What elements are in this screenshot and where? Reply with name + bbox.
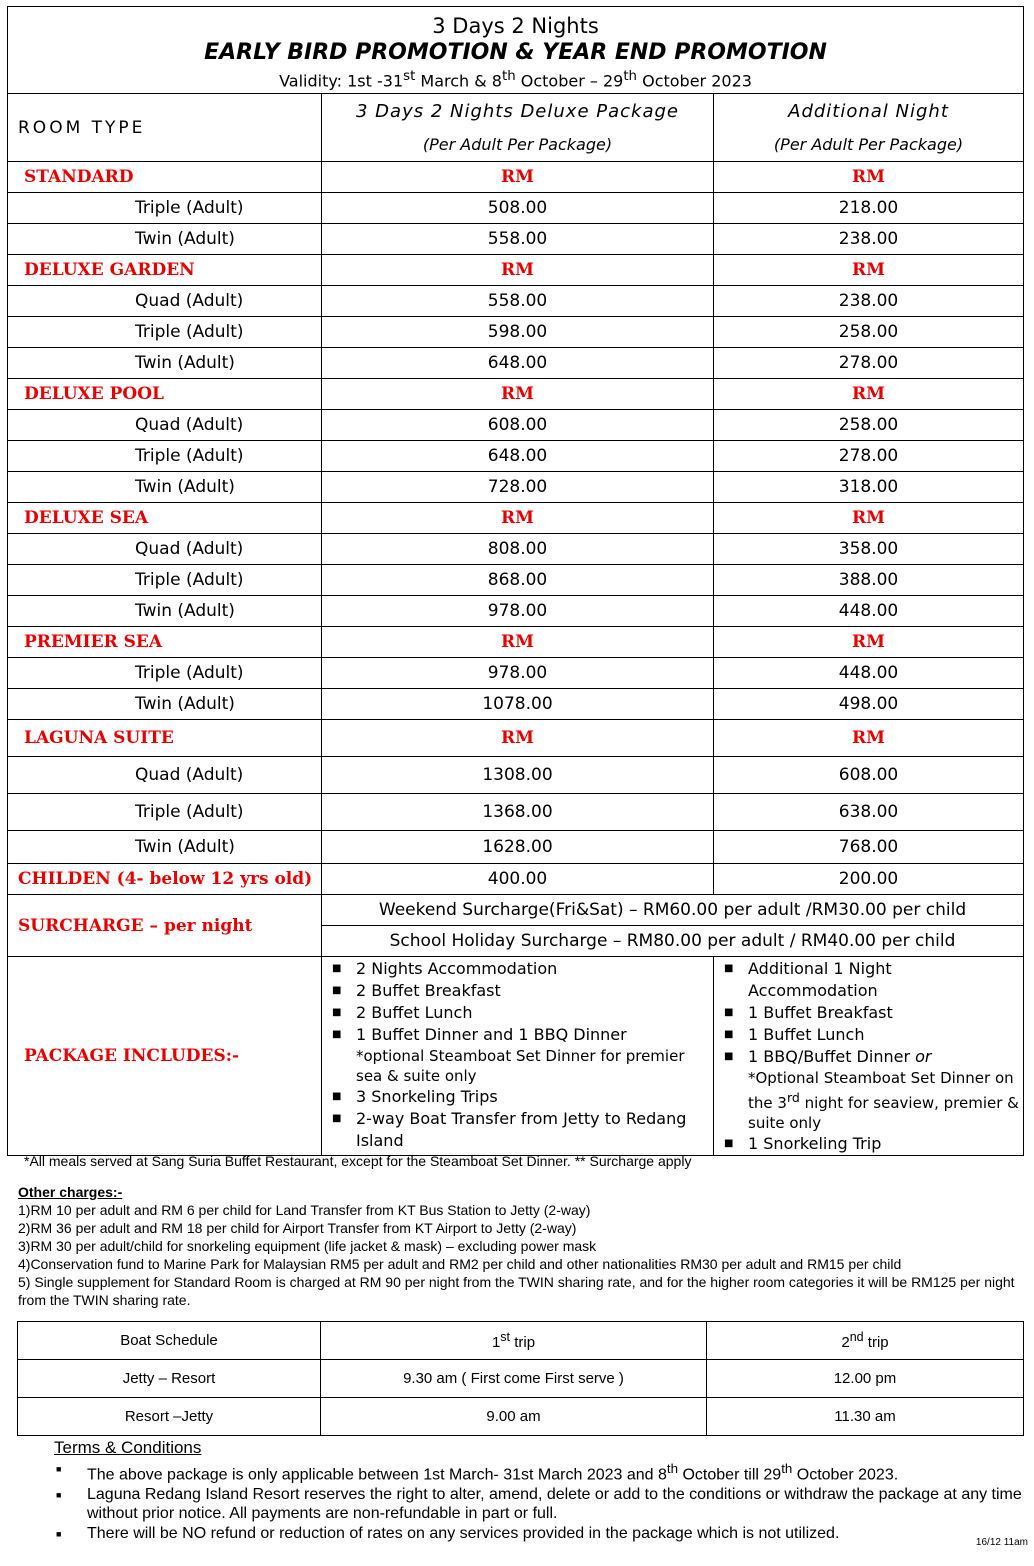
category-row xyxy=(8,627,1024,658)
package-header xyxy=(322,94,714,162)
trip2-time: 11.30 am xyxy=(707,1398,1024,1436)
other-charge-item: 5) Single supplement for Standard Room is charged at RM 90 per night from the TWIN sharing rate, and for the higher room categories it will be RM125 per night from the TWIN sharing rate. xyxy=(18,1274,1015,1308)
trip1-time: 9.30 am ( First come First serve ) xyxy=(321,1360,707,1398)
include-item: ■ 2 Nights Accommodation xyxy=(322,958,713,980)
additional-price: 318.00 xyxy=(714,472,1024,503)
additional-price: 238.00 xyxy=(714,286,1024,317)
occupancy-label: Twin (Adult) xyxy=(8,348,322,379)
occupancy-label: Quad (Adult) xyxy=(8,410,322,441)
additional-price: 498.00 xyxy=(714,689,1024,720)
package-price: 558.00 xyxy=(322,286,714,317)
surcharge-row xyxy=(8,895,1024,926)
category-row xyxy=(8,162,1024,193)
occupancy-label: Twin (Adult) xyxy=(8,224,322,255)
additional-price: 638.00 xyxy=(714,794,1024,831)
rate-row xyxy=(8,658,1024,689)
rate-table xyxy=(7,6,1024,1156)
occupancy-label: Triple (Adult) xyxy=(8,441,322,472)
children-label: CHILDEN (4- below 12 yrs old) xyxy=(8,864,322,895)
title-line: 3 Days 2 Nights xyxy=(432,13,599,38)
terms-item: ■ Laguna Redang Island Resort reserves the right to alter, amend, delete or add to the conditions or withdraw the package at any time without prior notice. All payments are non-refundable in part or full. xyxy=(0,1485,1029,1524)
package-price: 1368.00 xyxy=(322,794,714,831)
rate-row xyxy=(8,348,1024,379)
occupancy-label: Triple (Adult) xyxy=(8,794,322,831)
terms-item: ■ There will be NO refund or reduction of rates on any services provided in the package which is not utilized. xyxy=(0,1524,1029,1544)
currency-label: RM xyxy=(322,162,714,193)
include-item: ■ 1 Snorkeling Trip xyxy=(714,1133,1023,1155)
children-package-price: 400.00 xyxy=(322,864,714,895)
other-charge-item: 3)RM 30 per adult/child for snorkeling equipment (life jacket & mask) – excluding power mask xyxy=(18,1238,597,1254)
timestamp: 16/12 11am xyxy=(975,1537,1028,1548)
category-name: PREMIER SEA xyxy=(8,627,322,658)
additional-price: 358.00 xyxy=(714,534,1024,565)
category-name: DELUXE POOL xyxy=(8,379,322,410)
currency-label: RM xyxy=(322,627,714,658)
additional-price: 238.00 xyxy=(714,224,1024,255)
package-price: 608.00 xyxy=(322,410,714,441)
additional-price: 218.00 xyxy=(714,193,1024,224)
includes-label: PACKAGE INCLUDES:- xyxy=(8,957,322,1156)
trip2-time: 12.00 pm xyxy=(707,1360,1024,1398)
currency-label: RM xyxy=(714,162,1024,193)
category-row xyxy=(8,255,1024,286)
rate-row xyxy=(8,193,1024,224)
children-row xyxy=(8,864,1024,895)
occupancy-label: Twin (Adult) xyxy=(8,472,322,503)
category-name: DELUXE SEA xyxy=(8,503,322,534)
children-additional-price: 200.00 xyxy=(714,864,1024,895)
surcharge-label: SURCHARGE – per night xyxy=(8,895,322,957)
rate-row xyxy=(8,410,1024,441)
category-row xyxy=(8,379,1024,410)
package-price: 508.00 xyxy=(322,193,714,224)
other-charge-item: 2)RM 36 per adult and RM 18 per child for Airport Transfer from KT Airport to Jetty (2-way) xyxy=(18,1220,577,1236)
title-block xyxy=(8,7,1024,94)
room-type-header: ROOM TYPE xyxy=(8,94,322,162)
meals-footnote: *All meals served at Sang Suria Buffet Restaurant, except for the Steamboat Set Dinner. ** Surcharge apply xyxy=(24,1153,692,1169)
rate-row xyxy=(8,317,1024,348)
currency-label: RM xyxy=(322,255,714,286)
occupancy-label: Quad (Adult) xyxy=(8,286,322,317)
additional-price: 258.00 xyxy=(714,410,1024,441)
include-item: ■ 2 Buffet Breakfast xyxy=(322,980,713,1002)
additional-price: 278.00 xyxy=(714,441,1024,472)
other-charge-item: 1)RM 10 per adult and RM 6 per child for Land Transfer from KT Bus Station to Jetty (2-way) xyxy=(18,1202,591,1218)
rate-row xyxy=(8,596,1024,627)
occupancy-label: Quad (Adult) xyxy=(8,534,322,565)
other-charges-title: Other charges:- xyxy=(18,1184,123,1200)
other-charge-item: 4)Conservation fund to Marine Park for Malaysian RM5 per adult and RM2 per child and other nationalities RM30 per adult and RM15 per child xyxy=(18,1256,902,1272)
additional-includes xyxy=(714,957,1024,1156)
promo-title: EARLY BIRD PROMOTION & YEAR END PROMOTION xyxy=(204,39,827,65)
additional-price: 448.00 xyxy=(714,596,1024,627)
category-name: DELUXE GARDEN xyxy=(8,255,322,286)
additional-price: 258.00 xyxy=(714,317,1024,348)
include-item: *Optional Steamboat Set Dinner on the 3rd night for seaview, premier & suite only xyxy=(748,1069,1019,1132)
include-item: ■ 3 Snorkeling Trips xyxy=(322,1086,713,1108)
additional-price: 608.00 xyxy=(714,757,1024,794)
occupancy-label: Triple (Adult) xyxy=(8,193,322,224)
include-item: ■ Additional 1 Night Accommodation xyxy=(714,958,1023,1002)
occupancy-label: Triple (Adult) xyxy=(8,658,322,689)
rate-row xyxy=(8,441,1024,472)
package-price: 1628.00 xyxy=(322,831,714,864)
rate-row xyxy=(8,472,1024,503)
additional-price: 448.00 xyxy=(714,658,1024,689)
package-price: 808.00 xyxy=(322,534,714,565)
occupancy-label: Twin (Adult) xyxy=(8,596,322,627)
currency-label: RM xyxy=(714,720,1024,757)
package-header-title: 3 Days 2 Nights Deluxe Package xyxy=(356,100,679,122)
include-item: *optional Steamboat Set Dinner for premier sea & suite only xyxy=(356,1047,685,1085)
package-price: 648.00 xyxy=(322,348,714,379)
additional-price: 388.00 xyxy=(714,565,1024,596)
validity: Validity: 1st -31st March & 8th October – 29th October 2023 xyxy=(279,68,752,91)
rate-row xyxy=(8,689,1024,720)
rate-row xyxy=(8,224,1024,255)
category-name: LAGUNA SUITE xyxy=(8,720,322,757)
package-price: 728.00 xyxy=(322,472,714,503)
includes-row xyxy=(8,957,1024,1156)
occupancy-label: Twin (Adult) xyxy=(8,831,322,864)
package-price: 868.00 xyxy=(322,565,714,596)
currency-label: RM xyxy=(322,379,714,410)
include-item: ■ 1 BBQ/Buffet Dinner or xyxy=(714,1046,1023,1068)
include-item: ■ 2-way Boat Transfer from Jetty to Redang Island xyxy=(322,1108,713,1152)
currency-label: RM xyxy=(714,503,1024,534)
currency-label: RM xyxy=(714,255,1024,286)
trip2-header: 2nd trip xyxy=(707,1322,1024,1360)
trip1-header: 1st trip xyxy=(321,1322,707,1360)
rate-row xyxy=(8,757,1024,794)
rate-row xyxy=(8,565,1024,596)
currency-label: RM xyxy=(322,720,714,757)
currency-label: RM xyxy=(714,379,1024,410)
boat-schedule-header: Boat Schedule xyxy=(18,1322,321,1360)
package-includes xyxy=(322,957,714,1156)
boat-schedule-table xyxy=(17,1321,1024,1436)
occupancy-label: Triple (Adult) xyxy=(8,317,322,348)
package-price: 558.00 xyxy=(322,224,714,255)
route-label: Jetty – Resort xyxy=(18,1360,321,1398)
package-price: 1308.00 xyxy=(322,757,714,794)
rate-row xyxy=(8,534,1024,565)
additional-header xyxy=(714,94,1024,162)
school-holiday-surcharge: School Holiday Surcharge – RM80.00 per adult / RM40.00 per child xyxy=(322,926,1024,957)
additional-header-sub: (Per Adult Per Package) xyxy=(773,134,964,154)
include-item: ■ 1 Buffet Breakfast xyxy=(714,1002,1023,1024)
category-name: STANDARD xyxy=(8,162,322,193)
occupancy-label: Quad (Adult) xyxy=(8,757,322,794)
include-item: ■ 1 Buffet Dinner and 1 BBQ Dinner xyxy=(322,1024,713,1046)
additional-price: 278.00 xyxy=(714,348,1024,379)
terms-item: ■ The above package is only applicable between 1st March- 31st March 2023 and 8th October till 29th October 2023. xyxy=(0,1459,1029,1485)
rate-row xyxy=(8,286,1024,317)
package-price: 1078.00 xyxy=(322,689,714,720)
include-item: ■ 2 Buffet Lunch xyxy=(322,1002,713,1024)
currency-label: RM xyxy=(322,503,714,534)
additional-header-title: Additional Night xyxy=(788,100,949,122)
other-charges xyxy=(18,1183,1023,1309)
package-price: 978.00 xyxy=(322,658,714,689)
package-price: 648.00 xyxy=(322,441,714,472)
additional-price: 768.00 xyxy=(714,831,1024,864)
trip1-time: 9.00 am xyxy=(321,1398,707,1436)
occupancy-label: Triple (Adult) xyxy=(8,565,322,596)
route-label: Resort –Jetty xyxy=(18,1398,321,1436)
include-item: ■ 1 Buffet Lunch xyxy=(714,1024,1023,1046)
currency-label: RM xyxy=(714,627,1024,658)
package-header-sub: (Per Adult Per Package) xyxy=(422,134,613,154)
category-row xyxy=(8,503,1024,534)
occupancy-label: Twin (Adult) xyxy=(8,689,322,720)
terms-title: Terms & Conditions xyxy=(54,1438,202,1457)
terms-section xyxy=(54,1437,1029,1543)
rate-row xyxy=(8,794,1024,831)
rate-row xyxy=(8,831,1024,864)
category-row xyxy=(8,720,1024,757)
package-price: 598.00 xyxy=(322,317,714,348)
weekend-surcharge: Weekend Surcharge(Fri&Sat) – RM60.00 per adult /RM30.00 per child xyxy=(322,895,1024,926)
package-price: 978.00 xyxy=(322,596,714,627)
